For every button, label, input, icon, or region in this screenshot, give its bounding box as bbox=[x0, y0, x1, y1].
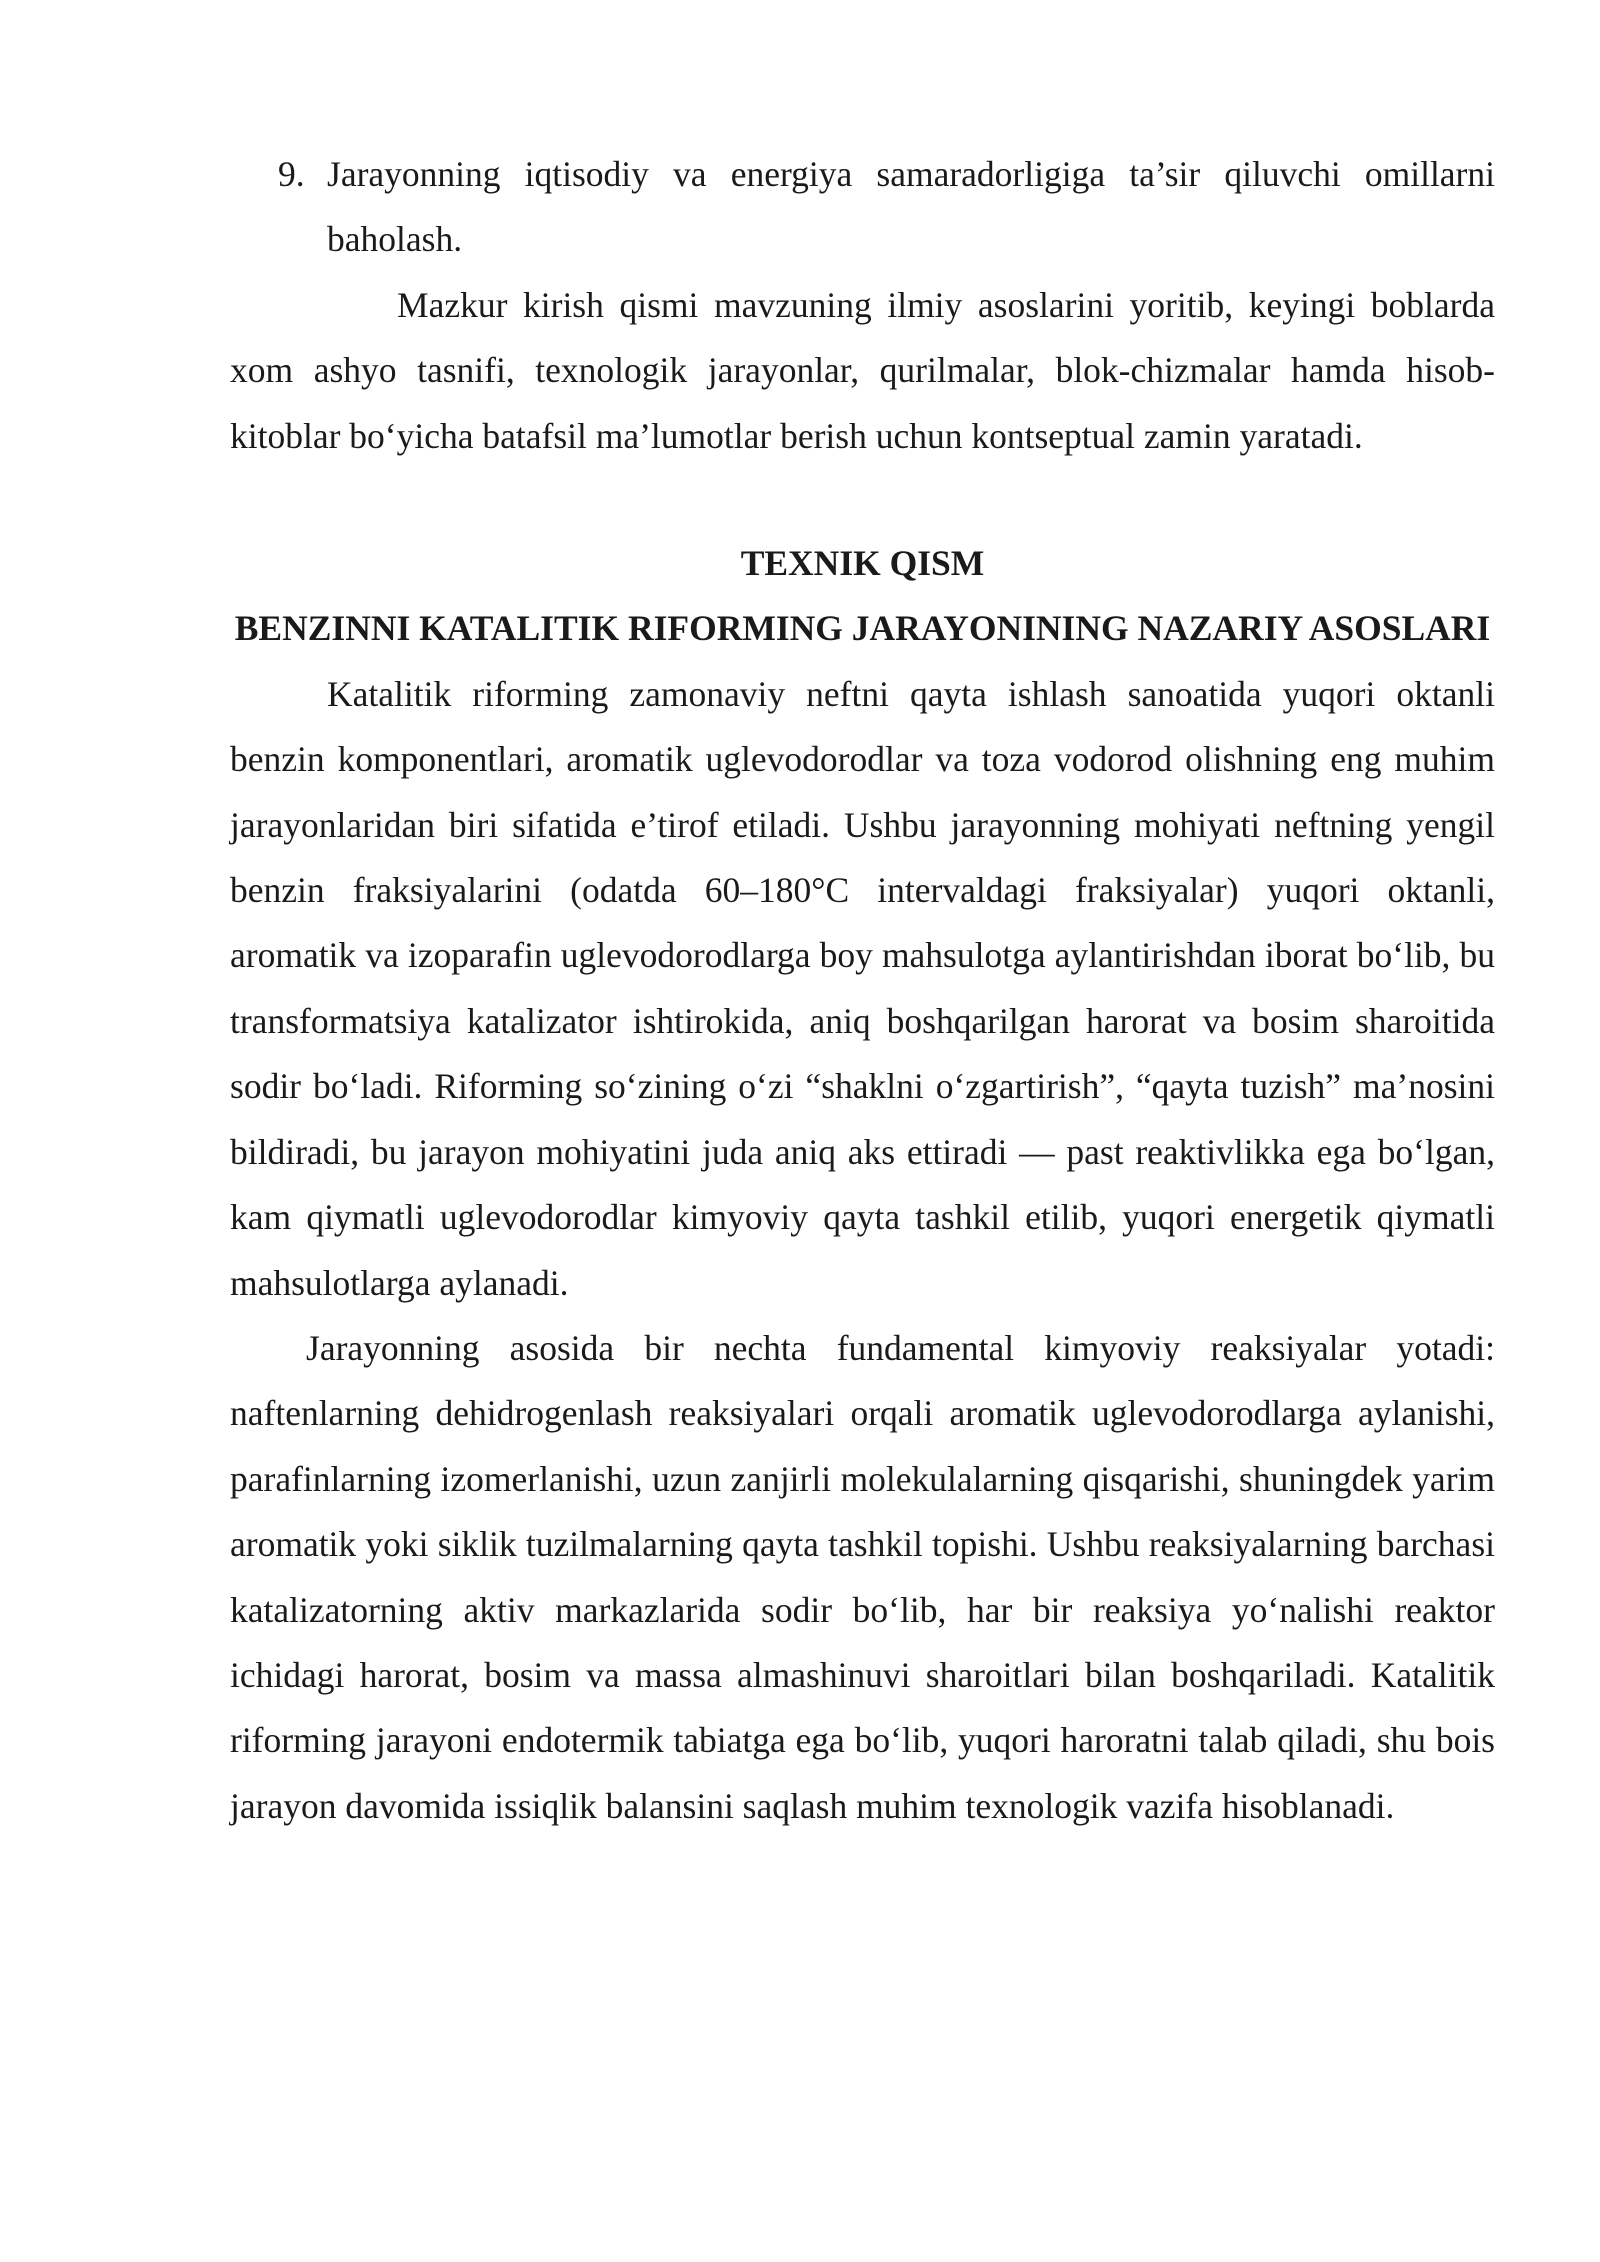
section-subheading: BENZINNI KATALITIK RIFORMING JARAYONINING NAZARIY ASOSLARI bbox=[234, 608, 1491, 649]
section-heading: TEXNIK QISM bbox=[740, 543, 985, 584]
list-item-number: 9. bbox=[278, 154, 305, 194]
numbered-list-item bbox=[230, 142, 1495, 273]
intro-paragraph: Mazkur kirish qismi mavzuning ilmiy asoslarini yoritib, keyingi boblarda xom ashyo tasnifi, texnologik jarayonlar, qurilmalar, blok-chizmalar hamda hisob-kitoblar bo‘yicha batafsil ma’lumotlar berish uchun kontseptual zamin yaratadi. bbox=[230, 284, 1495, 456]
body-paragraph-2: Jarayonning asosida bir nechta fundamental kimyoviy reaksiyalar yotadi: naftenlarning dehidrogenlash reaksiyalari orqali aromatik uglevodorodlarga aylanishi, parafinlarning izomerlanishi, uzun zanjirli molekulalarning qisqarishi, shuningdek yarim aromatik yoki siklik tuzilmalarning qayta tashkil topishi. Ushbu reaksiyalarning barchasi katalizatorning aktiv markazlarida sodir bo‘lib, har bir reaksiya yo‘nalishi reaktor ichidagi harorat, bosim va massa almashinuvi sharoitlari bilan boshqariladi. Katalitik riforming jarayoni endotermik tabiatga ega bo‘lib, yuqori haroratni talab qiladi, shu bois jarayon davomida issiqlik balansini saqlash muhim texnologik vazifa hisoblanadi. bbox=[230, 1327, 1495, 1826]
section-spacer bbox=[230, 469, 1495, 531]
page-content bbox=[230, 142, 1495, 1839]
body-paragraph-1: Katalitik riforming zamonaviy neftni qayta ishlash sanoatida yuqori oktanli benzin komponentlari, aromatik uglevodorodlar va toza vodorod olishning eng muhim jarayonlaridan biri sifatida e’tirof etiladi. Ushbu jarayonning mohiyati neftning yengil benzin fraksiyalarini (odatda 60–180°C intervaldagi fraksiyalar) yuqori oktanli, aromatik va izoparafin uglevodorodlarga boy mahsulotga aylantirishdan iborat bo‘lib, bu transformatsiya katalizator ishtirokida, aniq boshqarilgan harorat va bosim sharoitida sodir bo‘ladi. Riforming so‘zining o‘zi “shaklni o‘zgartirish”, “qayta tuzish” ma’nosini bildiradi, bu jarayon mohiyatini juda aniq aks ettiradi — past reaktivlikka ega bo‘lgan, kam qiymatli uglevodorodlar kimyoviy qayta tashkil etilib, yuqori energetik qiymatli mahsulotlarga aylanadi. bbox=[230, 673, 1495, 1303]
list-item-text: Jarayonning iqtisodiy va energiya samaradorligiga ta’sir qiluvchi omillarni baholash. bbox=[327, 154, 1495, 260]
